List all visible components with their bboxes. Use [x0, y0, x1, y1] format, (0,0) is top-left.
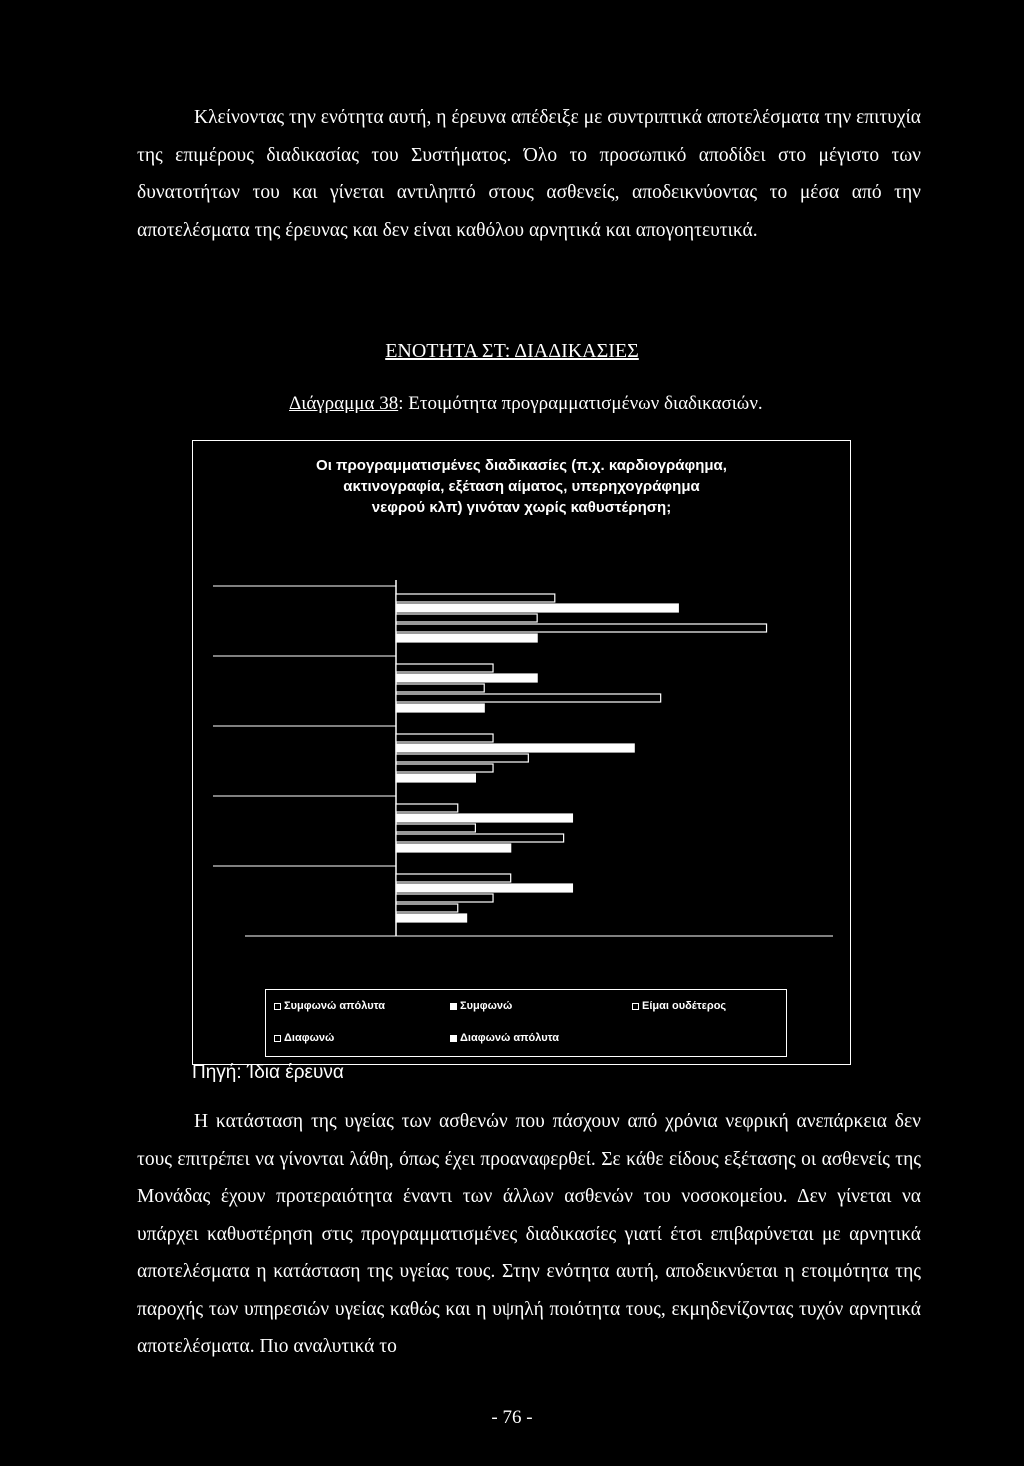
bar-s4-g0 — [396, 634, 537, 642]
page-number: - 76 - — [491, 1407, 533, 1428]
legend-label-1: Συμφωνώ — [460, 1000, 513, 1012]
legend-item-4 — [450, 1032, 559, 1044]
legend-label-2: Είμαι ουδέτερος — [642, 1000, 727, 1012]
caption-text: : Ετοιμότητα προγραμματισμένων διαδικασιών. — [398, 393, 763, 414]
bar-s1-g3 — [396, 814, 572, 822]
legend-label-4: Διαφωνώ απόλυτα — [460, 1032, 559, 1044]
bar-s1-g4 — [396, 884, 572, 892]
chart-legend — [265, 989, 787, 1057]
legend-swatch-4 — [450, 1035, 457, 1042]
legend-item-2 — [632, 1000, 726, 1012]
bar-s3-g4 — [396, 904, 458, 912]
intro-paragraph: Κλείνοντας την ενότητα αυτή, η έρευνα απέδειξε με συντριπτικά αποτελέσματα την επιτυχία της επιμέρους διαδικασίας του Συστήματος. Όλο το προσωπικό αποδίδει στο μέγιστο των δυνατοτήτων του και γίνεται αντιληπτό στους ασθενείς, αποδεικνύοντας το μέσα από την αποτελέσματα της έρευνας και δεν είναι καθόλου αρνητικά και απογοητευτικά. — [137, 107, 921, 241]
bar-s0-g1 — [396, 664, 493, 672]
figure-caption — [289, 393, 763, 415]
legend-item-1 — [450, 1000, 512, 1012]
bar-s4-g3 — [396, 844, 511, 852]
bar-s0-g0 — [396, 594, 555, 602]
source-note: Πηγή: Ίδια έρευνα — [192, 1062, 344, 1083]
bar-s2-g4 — [396, 894, 493, 902]
legend-item-3 — [274, 1032, 334, 1044]
bar-chart — [193, 441, 850, 981]
bar-s4-g1 — [396, 704, 484, 712]
bar-s1-g2 — [396, 744, 634, 752]
legend-swatch-1 — [450, 1003, 457, 1010]
legend-swatch-3 — [274, 1035, 281, 1042]
bar-s3-g1 — [396, 694, 661, 702]
bar-s1-g1 — [396, 674, 537, 682]
chart-title-line-1: Οι προγραμματισμένες διαδικασίες (π.χ. καρδιογράφημα, — [316, 457, 727, 474]
bar-s0-g3 — [396, 804, 458, 812]
bar-s2-g2 — [396, 754, 528, 762]
legend-label-0: Συμφωνώ απόλυτα — [284, 1000, 385, 1012]
legend-item-0 — [274, 1000, 385, 1012]
bar-s1-g0 — [396, 604, 678, 612]
chart-title-line-3: νεφρού κλπ) γινόταν χωρίς καθυστέρηση; — [371, 499, 672, 516]
bar-s4-g4 — [396, 914, 467, 922]
body-paragraph: Η κατάσταση της υγείας των ασθενών που πάσχουν από χρόνια νεφρική ανεπάρκεια δεν τους επιτρέπει να γίνονται λάθη, όπως έχει προαναφερθεί. Σε κάθε είδους εξέτασης οι ασθενείς της Μονάδας έχουν προτεραιότητα έναντι των άλλων ασθενών του νοσοκομείου. Δεν γίνεται να υπάρχει καθυστέρηση στις προγραμματισμένες διαδικασίες γιατί έτσι επιβαρύνεται με αρνητικά αποτελέσματα η κατάσταση της υγείας τους. Στην ενότητα αυτή, αποδεικνύεται η ετοιμότητα της παροχής των υπηρεσιών υγείας καθώς και η υψηλή ποιότητα τους, εκμηδενίζοντας τυχόν αρνητικά αποτελέσματα. Πιο αναλυτικά το — [137, 1111, 921, 1357]
chart-title-line-2: ακτινογραφία, εξέταση αίματος, υπερηχογράφημα — [343, 478, 700, 495]
legend-swatch-2 — [632, 1003, 639, 1010]
bar-s4-g2 — [396, 774, 475, 782]
bar-s0-g4 — [396, 874, 511, 882]
bar-s3-g0 — [396, 624, 767, 632]
bar-s0-g2 — [396, 734, 493, 742]
bar-s2-g0 — [396, 614, 537, 622]
caption-label: Διάγραμμα 38 — [289, 393, 399, 414]
bar-s2-g3 — [396, 824, 475, 832]
chart-frame — [192, 440, 851, 1065]
bar-s2-g1 — [396, 684, 484, 692]
legend-swatch-0 — [274, 1003, 281, 1010]
legend-label-3: Διαφωνώ — [284, 1032, 335, 1044]
bar-s3-g2 — [396, 764, 493, 772]
section-heading: ΕΝΟΤΗΤΑ ΣΤ: ΔΙΑΔΙΚΑΣΙΕΣ — [385, 340, 639, 362]
bar-s3-g3 — [396, 834, 564, 842]
